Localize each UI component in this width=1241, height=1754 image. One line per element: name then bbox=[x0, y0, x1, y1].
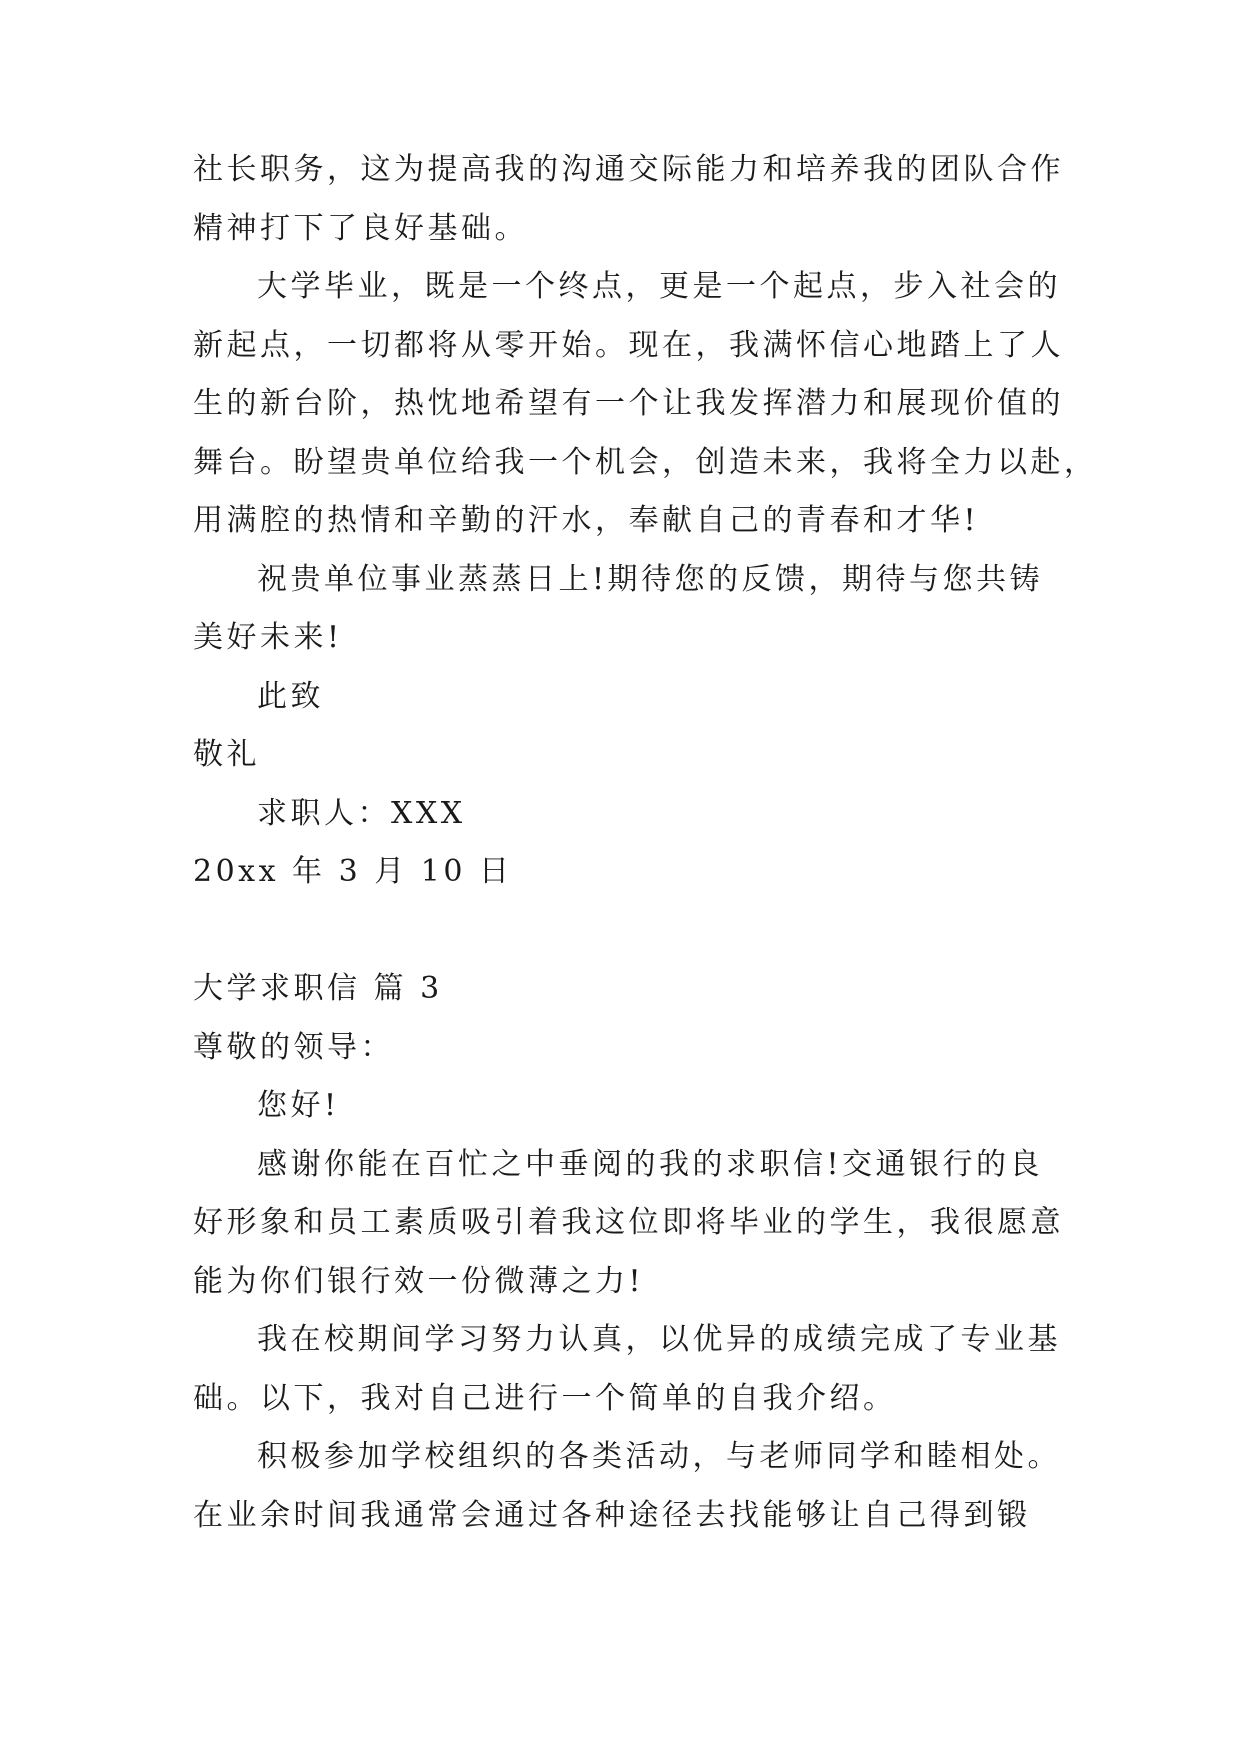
paragraph-line: 积极参加学校组织的各类活动，与老师同学和睦相处。 bbox=[257, 1439, 1061, 1474]
paragraph-line: 新起点，一切都将从零开始。现在，我满怀信心地踏上了人 bbox=[193, 328, 1064, 363]
paragraph-line: 精神打下了良好基础。 bbox=[193, 211, 528, 246]
paragraph-line: 生的新台阶，热忱地希望有一个让我发挥潜力和展现价值的 bbox=[193, 386, 1064, 421]
paragraph-line: 础。以下，我对自己进行一个简单的自我介绍。 bbox=[193, 1381, 897, 1416]
closing-regards: 敬礼 bbox=[193, 737, 260, 772]
greeting-hello: 您好! bbox=[257, 1088, 340, 1123]
paragraph-line: 能为你们银行效一份微薄之力! bbox=[193, 1264, 645, 1299]
paragraph-line: 舞台。盼望贵单位给我一个机会，创造未来，我将全力以赴， bbox=[193, 445, 1098, 480]
paragraph-line: 在业余时间我通常会通过各种途径去找能够让自己得到锻 bbox=[193, 1498, 1031, 1533]
paragraph-line: 美好未来! bbox=[193, 620, 343, 655]
paragraph-line: 大学毕业，既是一个终点，更是一个起点，步入社会的 bbox=[257, 269, 1061, 304]
greeting: 尊敬的领导： bbox=[193, 1030, 394, 1065]
paragraph-line: 感谢你能在百忙之中垂阅的我的求职信!交通银行的良 bbox=[257, 1147, 1044, 1182]
paragraph-line: 我在校期间学习努力认真，以优异的成绩完成了专业基 bbox=[257, 1322, 1061, 1357]
date-line: 20xx 年 3 月 10 日 bbox=[193, 854, 513, 889]
closing-salutation: 此致 bbox=[257, 679, 324, 714]
paragraph-line: 祝贵单位事业蒸蒸日上!期待您的反馈，期待与您共铸 bbox=[257, 562, 1044, 597]
section-title: 大学求职信 篇 3 bbox=[193, 971, 443, 1006]
paragraph-line: 好形象和员工素质吸引着我这位即将毕业的学生，我很愿意 bbox=[193, 1205, 1064, 1240]
paragraph-line: 用满腔的热情和辛勤的汗水，奉献自己的青春和才华! bbox=[193, 503, 980, 538]
signature-line: 求职人：XXX bbox=[257, 796, 466, 831]
paragraph-line: 社长职务，这为提高我的沟通交际能力和培养我的团队合作 bbox=[193, 152, 1064, 187]
